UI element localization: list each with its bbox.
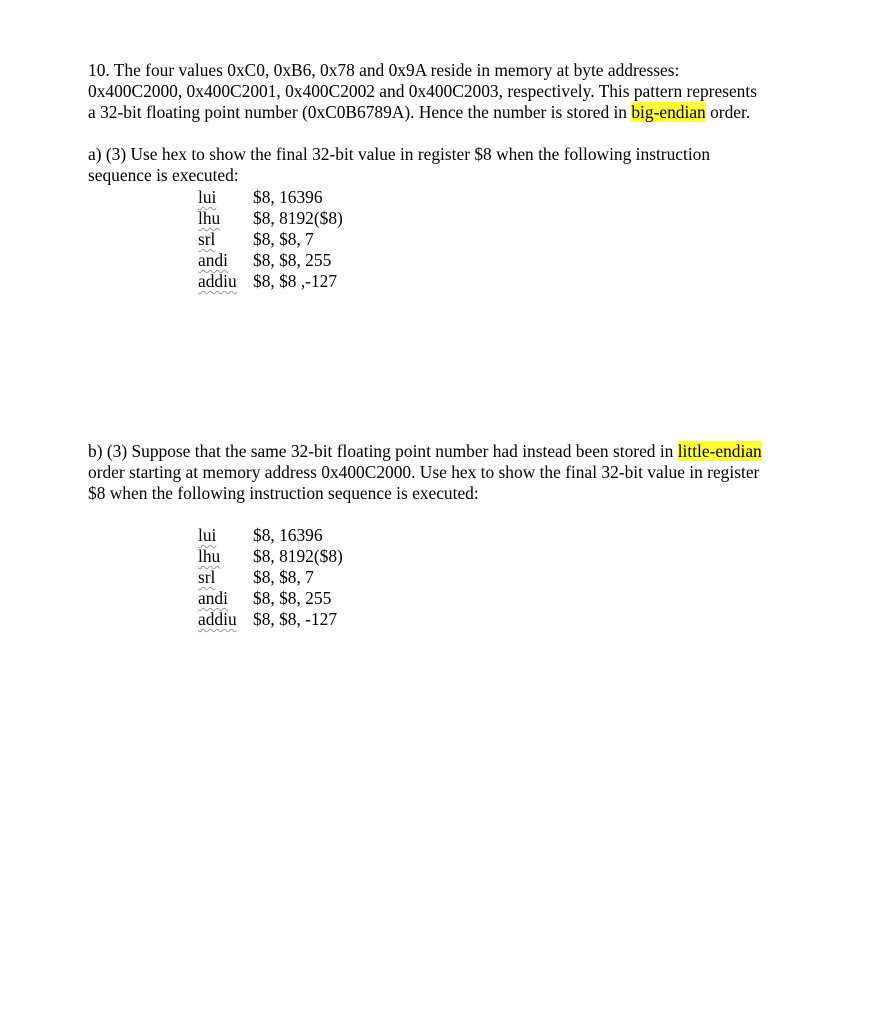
instruction-opcode: andi	[198, 588, 228, 608]
instruction-opcode: addiu	[198, 609, 237, 629]
instruction-opcode: srl	[198, 567, 216, 587]
instruction-operands: $8, $8 ,-127	[253, 271, 338, 291]
question-line-3	[88, 102, 828, 123]
code-row	[198, 588, 438, 609]
code-row	[198, 208, 438, 229]
highlight-little-endian: little-endian	[677, 441, 762, 461]
instruction-opcode: andi	[198, 250, 228, 270]
part-b-line-1-text: b) (3) Suppose that the same 32-bit floating point number had instead been stored in	[88, 441, 678, 461]
code-row	[198, 250, 438, 271]
code-row	[198, 229, 438, 250]
code-row	[198, 271, 438, 292]
instruction-operands: $8, 8192($8)	[253, 546, 343, 566]
part-b-prompt	[88, 441, 828, 504]
code-row	[198, 609, 438, 630]
code-row	[198, 187, 438, 208]
instruction-opcode: addiu	[198, 271, 237, 291]
instruction-opcode: srl	[198, 229, 216, 249]
instruction-operands: $8, $8, 7	[253, 229, 314, 249]
code-row	[198, 567, 438, 588]
part-a-line-2: sequence is executed:	[88, 165, 239, 185]
instruction-operands: $8, $8, 255	[253, 250, 332, 270]
part-a-code-block	[198, 187, 438, 292]
part-b-code-block	[198, 525, 438, 630]
part-b-line-2: order starting at memory address 0x400C2000. Use hex to show the final 32-bit value in register	[88, 462, 760, 482]
code-row	[198, 525, 438, 546]
question-line-3-text: a 32-bit floating point number (0xC0B6789A). Hence the number is stored in	[88, 102, 632, 122]
part-a-line-1: a) (3) Use hex to show the final 32-bit value in register $8 when the following instruction	[88, 144, 711, 164]
part-b-line-1	[88, 441, 828, 462]
instruction-operands: $8, 16396	[253, 187, 323, 207]
code-row	[198, 546, 438, 567]
instruction-opcode: lhu	[198, 546, 221, 566]
question-line-3-end: order.	[705, 102, 751, 122]
question-10-intro	[88, 60, 828, 123]
instruction-operands: $8, 16396	[253, 525, 323, 545]
question-line-2: 0x400C2000, 0x400C2001, 0x400C2002 and 0x400C2003, respectively. This pattern represents	[88, 81, 757, 101]
part-b-line-3: $8 when the following instruction sequence is executed:	[88, 483, 479, 503]
instruction-opcode: lui	[198, 187, 217, 207]
instruction-operands: $8, $8, 7	[253, 567, 314, 587]
instruction-opcode: lhu	[198, 208, 221, 228]
instruction-operands: $8, $8, 255	[253, 588, 332, 608]
highlight-big-endian: big-endian	[631, 102, 706, 122]
instruction-operands: $8, 8192($8)	[253, 208, 343, 228]
instruction-opcode: lui	[198, 525, 217, 545]
question-line-1: 10. The four values 0xC0, 0xB6, 0x78 and 0x9A reside in memory at byte addresses:	[88, 60, 680, 80]
part-a-prompt	[88, 144, 828, 186]
instruction-operands: $8, $8, -127	[253, 609, 338, 629]
